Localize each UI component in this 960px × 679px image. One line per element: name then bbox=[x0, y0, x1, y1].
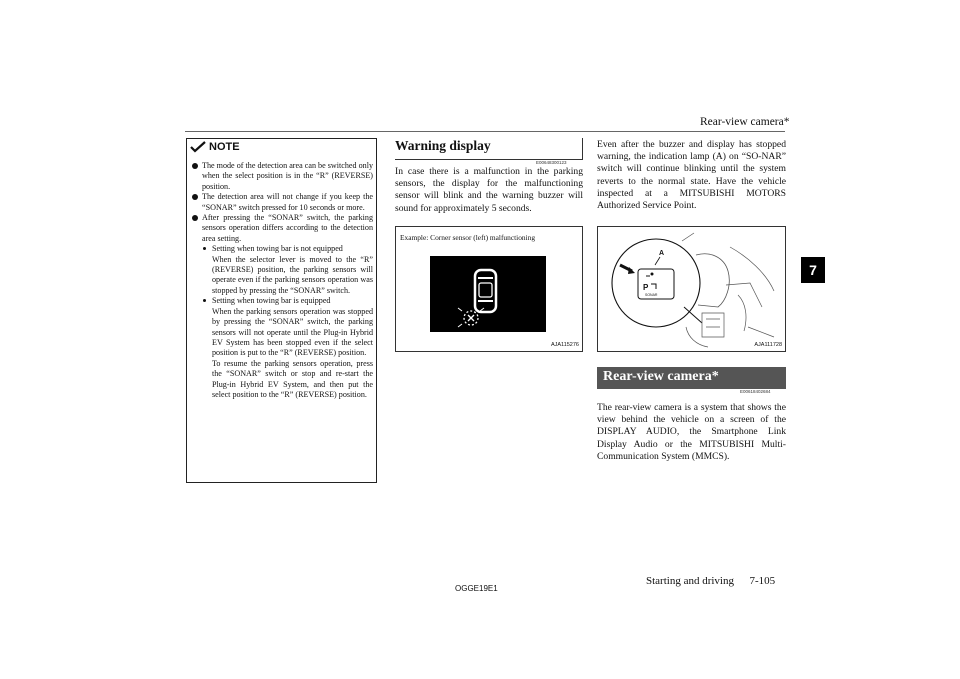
section-name: Starting and driving bbox=[646, 575, 734, 587]
note-subitem-title: Setting when towing bar is not equipped bbox=[192, 244, 373, 254]
note-item: After pressing the “SONAR” switch, the parking sensors operation differs according to the detection area setting. bbox=[192, 213, 373, 244]
switch-label: SONAR bbox=[645, 293, 658, 297]
section-title: Warning display bbox=[395, 138, 491, 153]
blinking-lamp-text: Even after the buzzer and display has stopped warning, the indication lamp (A) on “SO-NAR” switch will continue blinking until the system reverts to the normal state. Have the vehicle inspected at a MITSUBISHI MOTORS Authorized Service Point. bbox=[597, 139, 786, 212]
figure-caption: Example: Corner sensor (left) malfunctioning bbox=[400, 233, 536, 242]
note-subitem-text: To resume the parking sensors operation, press the “SONAR” switch or stop and re-start the Plug-in Hybrid EV System, and then put the select position to the “R” (REVERSE) position. bbox=[212, 358, 373, 399]
note-body bbox=[192, 161, 373, 400]
warning-text: In case there is a malfunction in the parking sensors, the display for the malfunctioning sensor will blink and the warning buzzer will sound for approximately 5 seconds. bbox=[395, 166, 583, 214]
running-header: Rear-view camera* bbox=[700, 116, 790, 128]
figure-code: AJA115276 bbox=[550, 342, 579, 348]
rear-view-text: The rear-view camera is a system that shows the view behind the vehicle on a screen of the DISPLAY AUDIO, the Smartphone Link Display Audio or the MITSUBISHI Multi-Communication System (MMCS). bbox=[597, 402, 786, 462]
note-label: NOTE bbox=[209, 141, 240, 153]
chapter-tab: 7 bbox=[801, 257, 825, 283]
note-item: The mode of the detection area can be switched only when the select position is in the “R” (REVERSE) position. bbox=[192, 161, 373, 192]
svg-text:P: P bbox=[643, 283, 649, 292]
figure-code: AJA111728 bbox=[754, 342, 782, 348]
note-subitem-text: When the selector lever is moved to the “R” (REVERSE) position, the parking sensors will operate even if the parking sensors operation was stopped by pressing the “SONAR” switch. bbox=[212, 254, 373, 295]
section-code: E00648300123 bbox=[536, 160, 567, 165]
note-box bbox=[186, 138, 377, 483]
note-item: The detection area will not change if you keep the “SONAR” switch pressed for 10 seconds or more. bbox=[192, 192, 373, 213]
note-icon bbox=[190, 141, 206, 153]
label-a: A bbox=[659, 250, 665, 257]
section-heading-rear-view bbox=[597, 367, 786, 389]
figure-sonar-switch bbox=[597, 226, 786, 352]
sonar-switch-image bbox=[598, 227, 785, 351]
section-code: E00618402684 bbox=[740, 389, 771, 394]
note-subitem-text: When the parking sensors operation was stopped by pressing the “SONAR” switch, the parking sensors will not operate until the Plug-in Hybrid EV System has been stopped even if the select position is put to the “R” (REVERSE) position. bbox=[212, 306, 373, 358]
page-footer bbox=[646, 575, 775, 587]
section-heading-warning bbox=[395, 138, 583, 160]
header-rule bbox=[185, 131, 785, 132]
figure-corner-sensor bbox=[395, 226, 583, 352]
note-subitem-title: Setting when towing bar is equipped bbox=[192, 296, 373, 306]
note-header bbox=[190, 141, 240, 153]
model-code: OGGE19E1 bbox=[455, 584, 498, 593]
page-number: 7-105 bbox=[749, 575, 776, 587]
section-title: Rear-view camera* bbox=[603, 369, 719, 384]
parking-sensor-display-image bbox=[430, 256, 546, 332]
